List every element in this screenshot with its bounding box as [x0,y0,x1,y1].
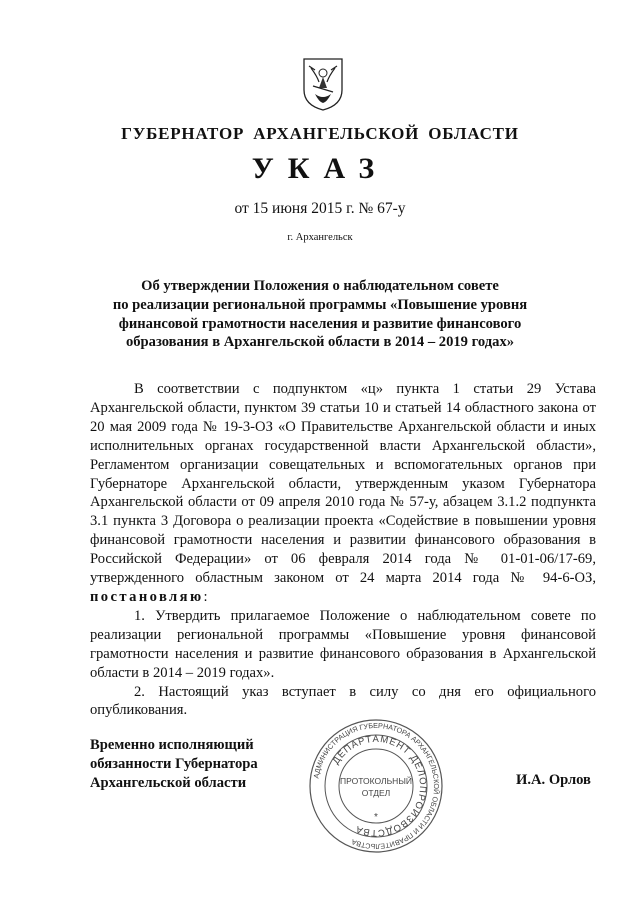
title-line: по реализации региональной программы «Повышение уровня [112,296,528,313]
preamble-text: В соответствии с подпунктом «ц» пункта 1 статьи 29 Устава Архангельской области, пунктом 39 статьи 10 и статьей 14 областного закона от 20 мая 2009 года № 19-3-ОЗ «О Правительстве Архангельской области и иных исполнительных органах государственной власти Архангельской области», Регламентом организации совещательных и вспомогательных органов при Губернаторе Архангельской области, утвержденным указом Губернатора Архангельской области от 09 апреля 2010 года № 57-у, абзацем 3.1.2 подпункта 3.1 пункта 3 Договора о реализации проекта «Содействие в повышении уровня финансовой грамотности населения и развитии финансового образования в Российской Федерации» от 06 февраля 2014 года № 01-01-06/17-69, утвержденного областным законом от 24 марта 2014 года № 94-6-ОЗ, [90,381,596,587]
stamp-center-line2: ОТДЕЛ [361,788,391,798]
title-line: Об утверждении Положения о наблюдательном совете [141,278,499,294]
official-stamp [306,716,446,856]
signer-name: И.А. Орлов [516,772,591,788]
stamp-star: * [374,812,378,823]
document-date-number: от 15 июня 2015 г. № 67-у [234,200,406,217]
signer-position-line: Временно исполняющий [90,737,254,753]
decree-item-2: 2. Настоящий указ вступает в силу со дня его официального опубликования. [90,683,596,719]
decree-colon: : [203,588,208,605]
title-line: финансовой грамотности населения и развитие финансового [118,315,522,332]
signer-position [90,736,258,793]
preamble-paragraph [90,380,596,607]
document-city: г. Архангельск [287,232,353,243]
stamp-middle-text: ДЕПАРТАМЕНТ ДЕЛОПРОИЗВОДСТВА [330,733,429,839]
document-body [90,380,596,720]
coat-of-arms-icon [301,56,345,112]
document-title [96,277,544,352]
signer-position-line: обязанности Губернатора [90,755,258,772]
document-type: УКАЗ [251,152,389,185]
stamp-center-line1: ПРОТОКОЛЬНЫЙ [340,776,412,786]
decree-item-1: 1. Утвердить прилагаемое Положение о наблюдательном совете по реализации региональной программы «Повышение уровня финансовой грамотности населения и развитие финансового образования в Архангельской области в 2014 – 2019 годах». [90,607,596,681]
decree-word: постановляю [90,588,204,605]
title-line: образования в Архангельской области в 2014 – 2019 годах» [125,334,515,351]
stamp-outer-text: АДМИНИСТРАЦИЯ ГУБЕРНАТОРА АРХАНГЕЛЬСКОЙ ОБЛАСТИ И ПРАВИТЕЛЬСТВА [311,720,442,852]
signer-position-line: Архангельской области [90,774,247,791]
issuing-authority: ГУБЕРНАТОР АРХАНГЕЛЬСКОЙ ОБЛАСТИ [121,124,519,143]
